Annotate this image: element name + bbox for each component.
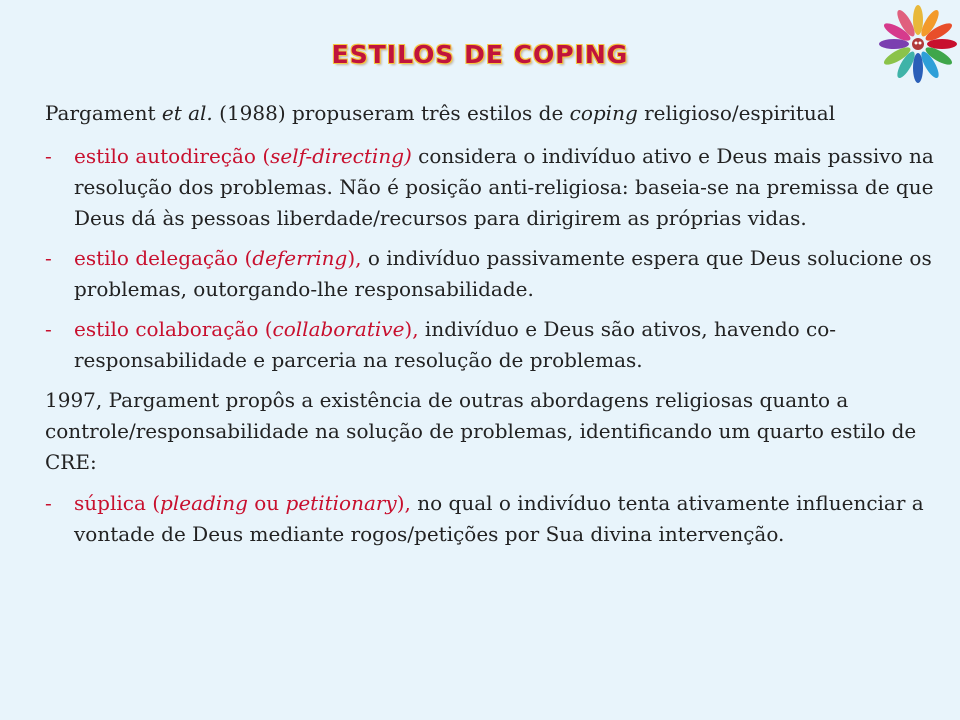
list-item: [45, 141, 945, 234]
item-label: súplica (pleading ou petitionary),: [74, 491, 411, 515]
list-dash: -: [45, 246, 52, 270]
list-dash: -: [45, 317, 52, 341]
list-dash: -: [45, 144, 52, 168]
list-item: [45, 314, 945, 376]
intro-coping: coping: [569, 101, 638, 125]
item-text: indivíduo e Deus são ativos, havendo co-responsabilidade e parceria na resolução de problemas.: [74, 317, 837, 372]
slide-body: [45, 98, 945, 559]
list-item: [45, 488, 945, 550]
item-text: considera o indivíduo ativo e Deus mais passivo na resolução dos problemas. Não é posição anti-religiosa: baseia-se na premissa de que Deus dá às pessoas liberdade/recursos para dirigirem as próprias vidas.: [74, 144, 934, 230]
item-label: estilo delegação (deferring),: [74, 246, 362, 270]
list-item: [45, 243, 945, 305]
intro-etal: et al.: [161, 101, 213, 125]
item-label: estilo autodireção (self-directing): [74, 144, 412, 168]
intro-text: Pargament: [45, 101, 162, 125]
colorful-petal-logo-icon: [876, 2, 960, 86]
list-dash: -: [45, 491, 52, 515]
item-label: estilo colaboração (collaborative),: [74, 317, 419, 341]
item-text: o indivíduo passivamente espera que Deus solucione os problemas, outorgando-lhe responsabilidade.: [74, 246, 932, 301]
intro-text: (1988) propuseram três estilos de: [212, 101, 570, 125]
page-title: ESTILOS DE COPING: [331, 40, 629, 69]
intro-paragraph: [45, 98, 945, 129]
intro-text: religioso/espiritual: [637, 101, 836, 125]
item-text: no qual o indivíduo tenta ativamente influenciar a vontade de Deus mediante rogos/petições por Sua divina intervenção.: [74, 491, 924, 546]
paragraph-1997: 1997, Pargament propôs a existência de outras abordagens religiosas quanto a controle/responsabilidade na solução de problemas, identificando um quarto estilo de CRE:: [45, 388, 917, 474]
